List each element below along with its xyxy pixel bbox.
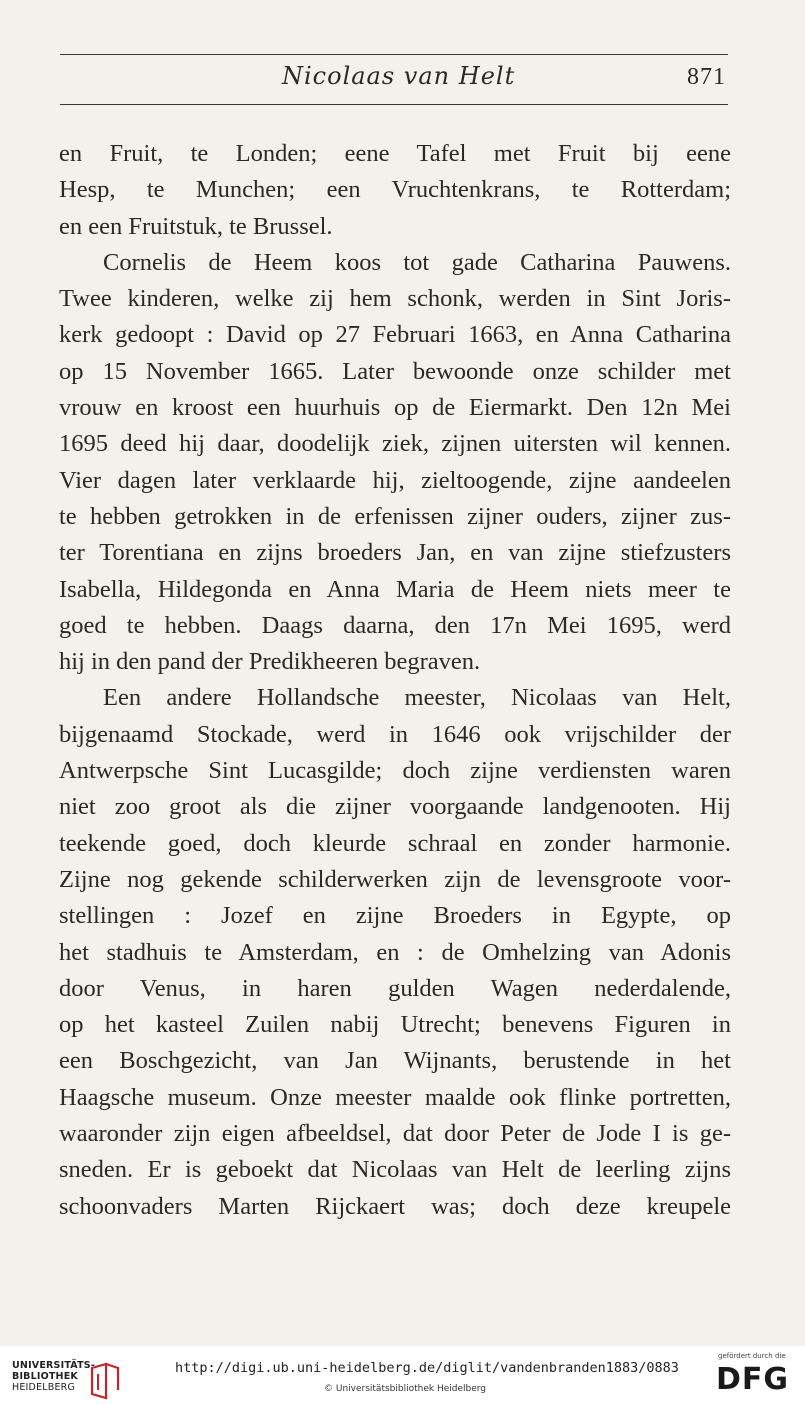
text-line: te hebben getrokken in de erfenissen zijner ouders, zijner zus- <box>59 502 731 530</box>
text-line: vrouw en kroost een huurhuis op de Eiermarkt. Den 12n Mei <box>59 394 731 422</box>
library-logo <box>12 1358 152 1398</box>
text-line: Een andere Hollandsche meester, Nicolaas van Helt, <box>103 684 731 712</box>
text-line: niet zoo groot als die zijner voorgaande landgenooten. Hij <box>59 793 731 821</box>
text-line: 1695 deed hij daar, doodelijk ziek, zijnen uitersten wil kennen. <box>59 430 731 458</box>
logo-line-3: HEIDELBERG <box>12 1382 76 1393</box>
text-line: en een Fruitstuk, te Brussel. <box>59 212 333 240</box>
text-line: en Fruit, te Londen; eene Tafel met Fruit bij eene <box>59 140 731 167</box>
source-url-link[interactable]: http://digi.ub.uni-heidelberg.de/diglit/vandenbranden1883/0883 <box>175 1360 679 1376</box>
text-line: Haagsche museum. Onze meester maalde ook flinke portretten, <box>59 1083 731 1111</box>
text-line: het stadhuis te Amsterdam, en : de Omhelzing van Adonis <box>59 938 731 966</box>
text-line: door Venus, in haren gulden Wagen nederdalende, <box>59 974 731 1002</box>
text-line: goed te hebben. Daags daarna, den 17n Mei 1695, werd <box>59 611 731 639</box>
text-line: stellingen : Jozef en zijne Broeders in Egypte, op <box>59 902 731 930</box>
copyright-notice: © Universitätsbibliothek Heidelberg <box>324 1384 487 1394</box>
logo-line-1: UNIVERSITÄTS- <box>12 1360 95 1371</box>
text-line: Vier dagen later verklaarde hij, zieltoogende, zijne aandeelen <box>59 466 731 494</box>
text-line: schoonvaders Marten Rijckaert was; doch deze kreupele <box>59 1192 731 1220</box>
running-head <box>60 62 728 96</box>
text-line: ter Torentiana en zijns broeders Jan, en van zijne stiefzusters <box>59 539 731 567</box>
text-line: waaronder zijn eigen afbeeldsel, dat door Peter de Jode I is ge- <box>59 1120 731 1148</box>
text-line: op 15 November 1665. Later bewoonde onze schilder met <box>59 357 731 385</box>
text-line: een Boschgezicht, van Jan Wijnants, berustende in het <box>59 1047 731 1075</box>
top-rule <box>60 54 728 55</box>
library-mark-icon <box>88 1362 122 1402</box>
text-line: kerk gedoopt : David op 27 Februari 1663, en Anna Catharina <box>59 321 731 349</box>
text-line: op het kasteel Zuilen nabij Utrecht; benevens Figuren in <box>59 1011 731 1039</box>
text-line: Cornelis de Heem koos tot gade Catharina Pauwens. <box>103 248 731 276</box>
body-text <box>59 136 731 1225</box>
text-line: bijgenaamd Stockade, werd in 1646 ook vrijschilder der <box>59 720 731 748</box>
text-line: sneden. Er is geboekt dat Nicolaas van Helt de leerling zijns <box>59 1156 731 1184</box>
page-number: 871 <box>687 64 726 90</box>
digitization-footer <box>0 1346 805 1404</box>
dfg-logo: DFG <box>716 1362 790 1397</box>
header-rule <box>60 104 728 105</box>
funder-label: gefördert durch die <box>718 1352 786 1360</box>
running-title: Nicolaas van Helt <box>282 62 516 90</box>
text-line: Twee kinderen, welke zij hem schonk, werden in Sint Joris- <box>59 285 731 313</box>
text-line: Zijne nog gekende schilderwerken zijn de levensgroote voor- <box>59 865 731 893</box>
text-line: Hesp, te Munchen; een Vruchtenkrans, te Rotterdam; <box>59 176 731 204</box>
text-line: hij in den pand der Predikheeren begraven. <box>59 648 481 676</box>
text-line: teekende goed, doch kleurde schraal en zonder harmonie. <box>59 829 731 857</box>
text-line: Antwerpsche Sint Lucasgilde; doch zijne verdiensten waren <box>59 757 731 785</box>
logo-line-2: BIBLIOTHEK <box>12 1371 78 1382</box>
text-line: Isabella, Hildegonda en Anna Maria de Heem niets meer te <box>59 575 731 603</box>
